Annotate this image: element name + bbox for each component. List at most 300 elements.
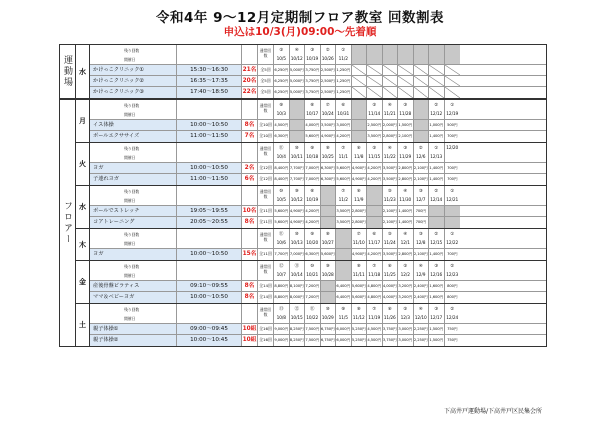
session-date: 11/22 bbox=[383, 155, 396, 160]
session-date: 12/17 bbox=[430, 316, 443, 321]
count-label: 通常回数 bbox=[258, 261, 274, 280]
session-date-cell bbox=[321, 186, 337, 205]
price-cell: 2,400円 bbox=[414, 281, 430, 291]
class-name[interactable]: ボールでストレッチ bbox=[90, 206, 177, 216]
price-cell: 2,100円 bbox=[383, 217, 399, 228]
session-date-cell bbox=[367, 100, 383, 119]
price-cell: 6,750円 bbox=[321, 324, 337, 334]
header-cap-cell bbox=[242, 261, 258, 280]
day-label: 火 bbox=[76, 143, 90, 185]
session-date-cell bbox=[414, 261, 430, 280]
class-capacity: 20名 bbox=[242, 78, 257, 84]
session-number: ⑨ bbox=[310, 232, 315, 237]
price-cell: 2,100円 bbox=[414, 163, 430, 173]
session-date-cell bbox=[290, 45, 306, 64]
session-date: 11/5 bbox=[338, 316, 348, 321]
price-cell: 500円 bbox=[447, 123, 458, 127]
session-date: 10/7 bbox=[276, 273, 286, 278]
price-cell: 8,400円 bbox=[274, 174, 290, 185]
price-cell bbox=[414, 120, 430, 130]
session-date-cell bbox=[305, 100, 321, 119]
price-cell: 8,000円 bbox=[290, 292, 306, 303]
price-cell: 750円 bbox=[447, 327, 458, 331]
session-number: ④ bbox=[387, 146, 392, 151]
session-number: ⑤ bbox=[403, 307, 408, 312]
price-cell: 7,200円 bbox=[305, 281, 321, 291]
session-date: 10/18 bbox=[306, 155, 319, 160]
session-date: 11/2 bbox=[338, 57, 348, 62]
price-cell bbox=[414, 65, 430, 75]
session-date-cell bbox=[429, 186, 445, 205]
class-row[interactable] bbox=[90, 163, 546, 174]
price-cell bbox=[445, 87, 461, 98]
price-cell: 8,800円 bbox=[274, 292, 290, 303]
session-date-cell bbox=[336, 229, 352, 248]
price-cell: 4,800円 bbox=[367, 292, 383, 303]
session-number: ③ bbox=[434, 307, 439, 312]
session-date-cell bbox=[321, 229, 337, 248]
session-number: ⑦ bbox=[356, 232, 361, 237]
session-date-cell bbox=[336, 261, 352, 280]
session-date: 12/6 bbox=[416, 155, 426, 160]
price-cell bbox=[383, 76, 399, 86]
class-name[interactable]: 産後骨盤ピラティス bbox=[90, 281, 177, 291]
price-cell bbox=[367, 217, 383, 228]
session-number: ⑦ bbox=[325, 103, 330, 108]
session-date: 11/9 bbox=[354, 198, 364, 203]
session-date: 12/14 bbox=[430, 198, 443, 203]
day-rows bbox=[90, 261, 546, 303]
class-count: 全14回 bbox=[258, 281, 274, 291]
session-date: 12/7 bbox=[416, 198, 426, 203]
price-cell bbox=[445, 206, 461, 216]
session-date: 10/12 bbox=[290, 57, 303, 62]
session-date: 10/17 bbox=[306, 112, 319, 117]
class-time: 09:00～09:45 bbox=[177, 324, 242, 334]
price-cell: 1,500円 bbox=[429, 324, 445, 334]
session-header-row bbox=[90, 186, 546, 206]
class-time: 09:10～09:55 bbox=[177, 281, 242, 291]
session-number: ③ bbox=[403, 146, 408, 151]
class-row[interactable] bbox=[90, 324, 546, 335]
price-cell bbox=[429, 217, 445, 228]
session-number: ③ bbox=[310, 48, 315, 53]
class-row[interactable] bbox=[90, 120, 546, 131]
remaining-label: 残り回数 bbox=[124, 264, 140, 269]
date-label: 開催日 bbox=[124, 155, 136, 160]
price-cell: 3,000円 bbox=[336, 120, 352, 130]
session-date: 11/12 bbox=[352, 316, 365, 321]
class-row[interactable] bbox=[90, 131, 546, 142]
session-number: ⑪ bbox=[294, 264, 299, 269]
session-date: 10/27 bbox=[321, 241, 334, 246]
header-labels bbox=[90, 45, 177, 64]
header-time-cell bbox=[177, 186, 242, 205]
session-number: ④ bbox=[418, 264, 423, 269]
session-date-cell bbox=[352, 100, 368, 119]
class-name[interactable]: かけっこクリニック② bbox=[90, 76, 177, 86]
session-date-cell bbox=[352, 45, 368, 64]
session-date-cell bbox=[445, 304, 461, 323]
section-label: フロアー bbox=[60, 100, 76, 346]
class-capacity: 22名 bbox=[242, 87, 258, 98]
schedule-table bbox=[59, 44, 547, 347]
footer-venue: 下高井戸運動場/下高井戸区民集会所 bbox=[443, 408, 542, 415]
price-cell: 4,500円 bbox=[367, 324, 383, 334]
session-number: ⑩ bbox=[279, 189, 284, 194]
class-row[interactable] bbox=[90, 65, 546, 76]
price-cell: 2,100円 bbox=[414, 249, 430, 260]
session-date: 10/8 bbox=[276, 316, 286, 321]
header-labels bbox=[90, 229, 177, 248]
remaining-label: 残り回数 bbox=[124, 146, 140, 151]
price-cell: 5,000円 bbox=[290, 76, 306, 86]
price-cell: 7,000円 bbox=[305, 174, 321, 185]
price-cell: 6,400円 bbox=[336, 281, 352, 291]
price-cell: 6,400円 bbox=[336, 292, 352, 303]
session-number: ③ bbox=[434, 264, 439, 269]
session-date-cell bbox=[429, 304, 445, 323]
session-date: 12/24 bbox=[446, 316, 459, 321]
session-date: 10/13 bbox=[290, 241, 303, 246]
section bbox=[60, 100, 546, 346]
price-cell: 9,000円 bbox=[274, 335, 290, 346]
class-time: 17:40～18:50 bbox=[177, 87, 242, 98]
class-row[interactable] bbox=[90, 249, 546, 260]
date-label: 開催日 bbox=[124, 198, 136, 203]
session-date-cell bbox=[336, 186, 352, 205]
session-date-cell bbox=[290, 304, 306, 323]
day-group bbox=[76, 143, 546, 186]
session-date-cell bbox=[305, 229, 321, 248]
price-cell: 2,500円 bbox=[367, 120, 383, 130]
session-number: ⑧ bbox=[325, 146, 330, 151]
price-cell: 5,600円 bbox=[321, 249, 337, 260]
price-cell: 7,700円 bbox=[290, 163, 306, 173]
price-cell: 4,900円 bbox=[290, 206, 306, 216]
price-cell: 4,200円 bbox=[367, 249, 383, 260]
price-cell: 800円 bbox=[447, 284, 458, 288]
price-cell: 700円 bbox=[447, 166, 458, 170]
class-count: 全11回 bbox=[258, 217, 274, 228]
class-capacity: 6名 bbox=[242, 174, 258, 185]
price-cell: 4,200円 bbox=[367, 163, 383, 173]
price-cell: 1,400円 bbox=[398, 217, 414, 228]
section bbox=[60, 45, 546, 100]
session-date-cell bbox=[445, 100, 461, 119]
session-number: ③ bbox=[418, 189, 423, 194]
session-date-cell bbox=[336, 100, 352, 119]
price-cell bbox=[383, 65, 399, 75]
session-number: ② bbox=[434, 103, 439, 108]
class-row[interactable] bbox=[90, 335, 546, 346]
session-date-cell bbox=[305, 45, 321, 64]
session-number: ② bbox=[450, 307, 455, 312]
session-date-cell bbox=[367, 229, 383, 248]
class-name[interactable]: コアトレーニング bbox=[90, 217, 177, 228]
class-count: 全10回 bbox=[258, 120, 274, 130]
session-number: ⑤ bbox=[403, 264, 408, 269]
price-cell: 3,750円 bbox=[383, 335, 399, 346]
session-number: ⑩ bbox=[294, 146, 299, 151]
header-labels bbox=[90, 186, 177, 205]
class-name[interactable]: ヨガ bbox=[90, 163, 177, 173]
session-date: 10/3 bbox=[276, 112, 286, 117]
session-number: ⑦ bbox=[341, 189, 346, 194]
session-date-cell bbox=[383, 143, 399, 162]
price-cell bbox=[352, 131, 368, 142]
class-name[interactable]: かけっこクリニック③ bbox=[90, 87, 177, 98]
session-number: ⑧ bbox=[356, 264, 361, 269]
session-date-cell bbox=[429, 45, 445, 64]
class-capacity: 10名 bbox=[242, 208, 257, 214]
class-count: 全14回 bbox=[258, 292, 274, 303]
session-number: ③ bbox=[403, 103, 408, 108]
day-group bbox=[76, 186, 546, 229]
class-name[interactable]: ボールエクササイズ bbox=[90, 131, 177, 142]
session-date-cell bbox=[367, 143, 383, 162]
date-label: 開催日 bbox=[124, 316, 136, 321]
session-date-cell bbox=[321, 100, 337, 119]
session-number: ⑫ bbox=[294, 307, 299, 312]
session-number: ① bbox=[341, 48, 346, 53]
session-date-cell bbox=[274, 261, 290, 280]
session-date-cell bbox=[305, 186, 321, 205]
session-number: ⑦ bbox=[372, 264, 377, 269]
price-cell: 9,000円 bbox=[274, 324, 290, 334]
session-number: ⑨ bbox=[325, 264, 330, 269]
page-title: 令和4年 9～12月定期制フロア教室 回数割表 bbox=[156, 10, 444, 26]
price-cell bbox=[290, 120, 306, 130]
session-date-cell bbox=[383, 229, 399, 248]
session-date: 11/18 bbox=[368, 273, 381, 278]
price-cell: 6,000円 bbox=[336, 324, 352, 334]
price-cell: 3,750円 bbox=[305, 65, 321, 75]
price-cell: 700円 bbox=[447, 252, 458, 256]
session-date-cell bbox=[336, 143, 352, 162]
price-cell: 4,900円 bbox=[352, 163, 368, 173]
class-time: 15:30～16:30 bbox=[177, 65, 242, 75]
class-row[interactable] bbox=[90, 174, 546, 185]
count-label: 通常回数 bbox=[258, 304, 274, 323]
price-cell: 1,500円 bbox=[429, 335, 445, 346]
price-cell: 2,800円 bbox=[352, 206, 368, 216]
session-date-cell bbox=[445, 261, 461, 280]
session-date-cell bbox=[398, 261, 414, 280]
price-cell: 1,250円 bbox=[336, 76, 352, 86]
price-cell: 2,500円 bbox=[321, 87, 337, 98]
session-number: ⑪ bbox=[279, 146, 284, 151]
class-time: 10:00～10:50 bbox=[177, 163, 242, 173]
session-date-cell bbox=[336, 304, 352, 323]
session-number: ⑧ bbox=[325, 232, 330, 237]
class-name[interactable]: ヨガ bbox=[90, 249, 177, 260]
header-cap-cell bbox=[242, 304, 258, 323]
session-number: ⑫ bbox=[279, 264, 284, 269]
class-count: 全11回 bbox=[258, 249, 274, 260]
session-date: 10/14 bbox=[290, 273, 303, 278]
class-row[interactable] bbox=[90, 87, 546, 98]
class-capacity: 8名 bbox=[242, 292, 258, 303]
day-label: 水 bbox=[76, 186, 90, 228]
header-cap-cell bbox=[242, 186, 258, 205]
session-number: ⑪ bbox=[310, 307, 315, 312]
class-count: 全10回 bbox=[258, 131, 274, 142]
class-name[interactable]: イス体操 bbox=[90, 120, 177, 130]
session-date: 11/21 bbox=[383, 112, 396, 117]
price-cell bbox=[445, 65, 461, 75]
session-header-row bbox=[90, 261, 546, 281]
session-date: 10/22 bbox=[306, 316, 319, 321]
price-cell bbox=[321, 292, 337, 303]
session-date: 12/16 bbox=[430, 273, 443, 278]
session-date-cell bbox=[414, 45, 430, 64]
session-date: 11/1 bbox=[338, 155, 348, 160]
price-cell: 1,250円 bbox=[336, 65, 352, 75]
session-number: ⑩ bbox=[294, 232, 299, 237]
session-date: 10/29 bbox=[321, 316, 334, 321]
session-date: 12/21 bbox=[446, 198, 459, 203]
price-cell: 5,000円 bbox=[290, 65, 306, 75]
session-date: 11/30 bbox=[399, 198, 412, 203]
class-count: 全12回 bbox=[258, 174, 274, 185]
class-capacity: 8名 bbox=[242, 281, 258, 291]
session-number: ⑥ bbox=[387, 307, 392, 312]
price-cell bbox=[321, 217, 337, 228]
header-time-cell bbox=[177, 143, 242, 162]
session-date: 10/31 bbox=[337, 112, 350, 117]
session-date: 11/2 bbox=[338, 198, 348, 203]
class-row[interactable] bbox=[90, 217, 546, 228]
price-cell: 1,600円 bbox=[429, 281, 445, 291]
price-cell: 6,300円 bbox=[274, 131, 290, 142]
class-name[interactable]: かけっこクリニック① bbox=[90, 65, 177, 75]
session-date-cell bbox=[445, 186, 461, 205]
price-cell: 3,200円 bbox=[398, 281, 414, 291]
day-rows bbox=[90, 186, 546, 228]
remaining-label: 残り回数 bbox=[124, 103, 140, 108]
price-cell: 2,100円 bbox=[398, 131, 414, 142]
price-cell: 8,800円 bbox=[274, 281, 290, 291]
session-date: 11/24 bbox=[383, 241, 396, 246]
day-rows bbox=[90, 45, 546, 98]
session-date-cell bbox=[383, 100, 399, 119]
session-date: 11/23 bbox=[383, 198, 396, 203]
remaining-label: 残り回数 bbox=[124, 232, 140, 237]
session-date-cell bbox=[321, 304, 337, 323]
price-cell: 3,750円 bbox=[305, 87, 321, 98]
price-cell: 4,000円 bbox=[383, 281, 399, 291]
price-cell: 1,400円 bbox=[429, 131, 445, 142]
session-date: 12/22 bbox=[446, 241, 459, 246]
session-date-cell bbox=[367, 304, 383, 323]
price-cell: 4,900円 bbox=[321, 131, 337, 142]
price-cell: 8,400円 bbox=[274, 163, 290, 173]
class-count: 全11回 bbox=[258, 206, 274, 216]
class-time: 11:00～11:50 bbox=[177, 174, 242, 185]
class-row[interactable] bbox=[90, 292, 546, 303]
price-cell: 3,750円 bbox=[383, 324, 399, 334]
section-label: 運動場 bbox=[60, 45, 76, 98]
header-time-cell bbox=[177, 45, 242, 64]
session-header-row bbox=[90, 143, 546, 163]
price-cell: 1,250円 bbox=[336, 87, 352, 98]
class-count: 全12回 bbox=[258, 163, 274, 173]
price-cell: 3,500円 bbox=[336, 217, 352, 228]
price-cell: 7,000円 bbox=[290, 249, 306, 260]
session-date-cell bbox=[321, 45, 337, 64]
day-label: 水 bbox=[76, 45, 90, 98]
session-number: ⑤ bbox=[279, 48, 284, 53]
session-number: ④ bbox=[387, 103, 392, 108]
session-date-cell bbox=[352, 304, 368, 323]
session-number: ① bbox=[434, 146, 439, 151]
session-date-cell bbox=[290, 143, 306, 162]
remaining-label: 残り回数 bbox=[124, 307, 140, 312]
session-date: 10/15 bbox=[290, 316, 303, 321]
class-name[interactable]: ママ＆ベビーヨガ bbox=[90, 292, 177, 303]
class-time: 11:00～11:50 bbox=[177, 131, 242, 142]
price-cell: 6,300円 bbox=[321, 163, 337, 173]
session-date: 10/11 bbox=[290, 155, 303, 160]
day-group bbox=[76, 304, 546, 346]
day-rows bbox=[90, 304, 546, 346]
session-date-cell bbox=[336, 45, 352, 64]
remaining-label: 残り回数 bbox=[124, 48, 140, 53]
session-date: 11/26 bbox=[383, 316, 396, 321]
session-date: 10/19 bbox=[306, 198, 319, 203]
price-cell: 2,000円 bbox=[383, 120, 399, 130]
class-row[interactable] bbox=[90, 206, 546, 217]
class-row[interactable] bbox=[90, 76, 546, 87]
class-time: 10:00～10:50 bbox=[177, 120, 242, 130]
price-cell: 4,000円 bbox=[383, 292, 399, 303]
remaining-label: 残り回数 bbox=[124, 189, 140, 194]
price-cell: 1,000円 bbox=[429, 120, 445, 130]
price-cell: 8,100円 bbox=[290, 281, 306, 291]
price-cell: 3,500円 bbox=[383, 249, 399, 260]
price-cell bbox=[429, 65, 445, 75]
session-number: ⑥ bbox=[387, 264, 392, 269]
class-capacity: 10組 bbox=[242, 335, 258, 346]
session-number: ⑩ bbox=[310, 264, 315, 269]
class-row[interactable] bbox=[90, 281, 546, 292]
class-capacity: 10組 bbox=[242, 326, 257, 332]
price-cell: 800円 bbox=[447, 295, 458, 299]
header-time-cell bbox=[177, 229, 242, 248]
day-label: 月 bbox=[76, 100, 90, 142]
price-cell: 4,200円 bbox=[305, 206, 321, 216]
price-cell: 1,400円 bbox=[429, 249, 445, 260]
header-cap-cell bbox=[242, 100, 258, 119]
session-date: 10/21 bbox=[306, 273, 319, 278]
price-cell bbox=[398, 87, 414, 98]
price-cell bbox=[321, 281, 337, 291]
price-cell: 700円 bbox=[447, 134, 458, 138]
session-date: 10/24 bbox=[321, 112, 334, 117]
session-number: ① bbox=[450, 103, 455, 108]
session-number: ⑥ bbox=[356, 189, 361, 194]
session-header-row bbox=[90, 100, 546, 120]
price-cell: 2,100円 bbox=[414, 174, 430, 185]
class-name[interactable]: 子連れヨガ bbox=[90, 174, 177, 185]
day-rows bbox=[90, 100, 546, 142]
price-cell: 4,500円 bbox=[367, 335, 383, 346]
class-name[interactable]: 親子体操① bbox=[90, 324, 177, 334]
count-label: 通常回数 bbox=[258, 229, 274, 248]
class-name[interactable]: 親子体操② bbox=[90, 335, 177, 346]
session-date-cell bbox=[398, 229, 414, 248]
